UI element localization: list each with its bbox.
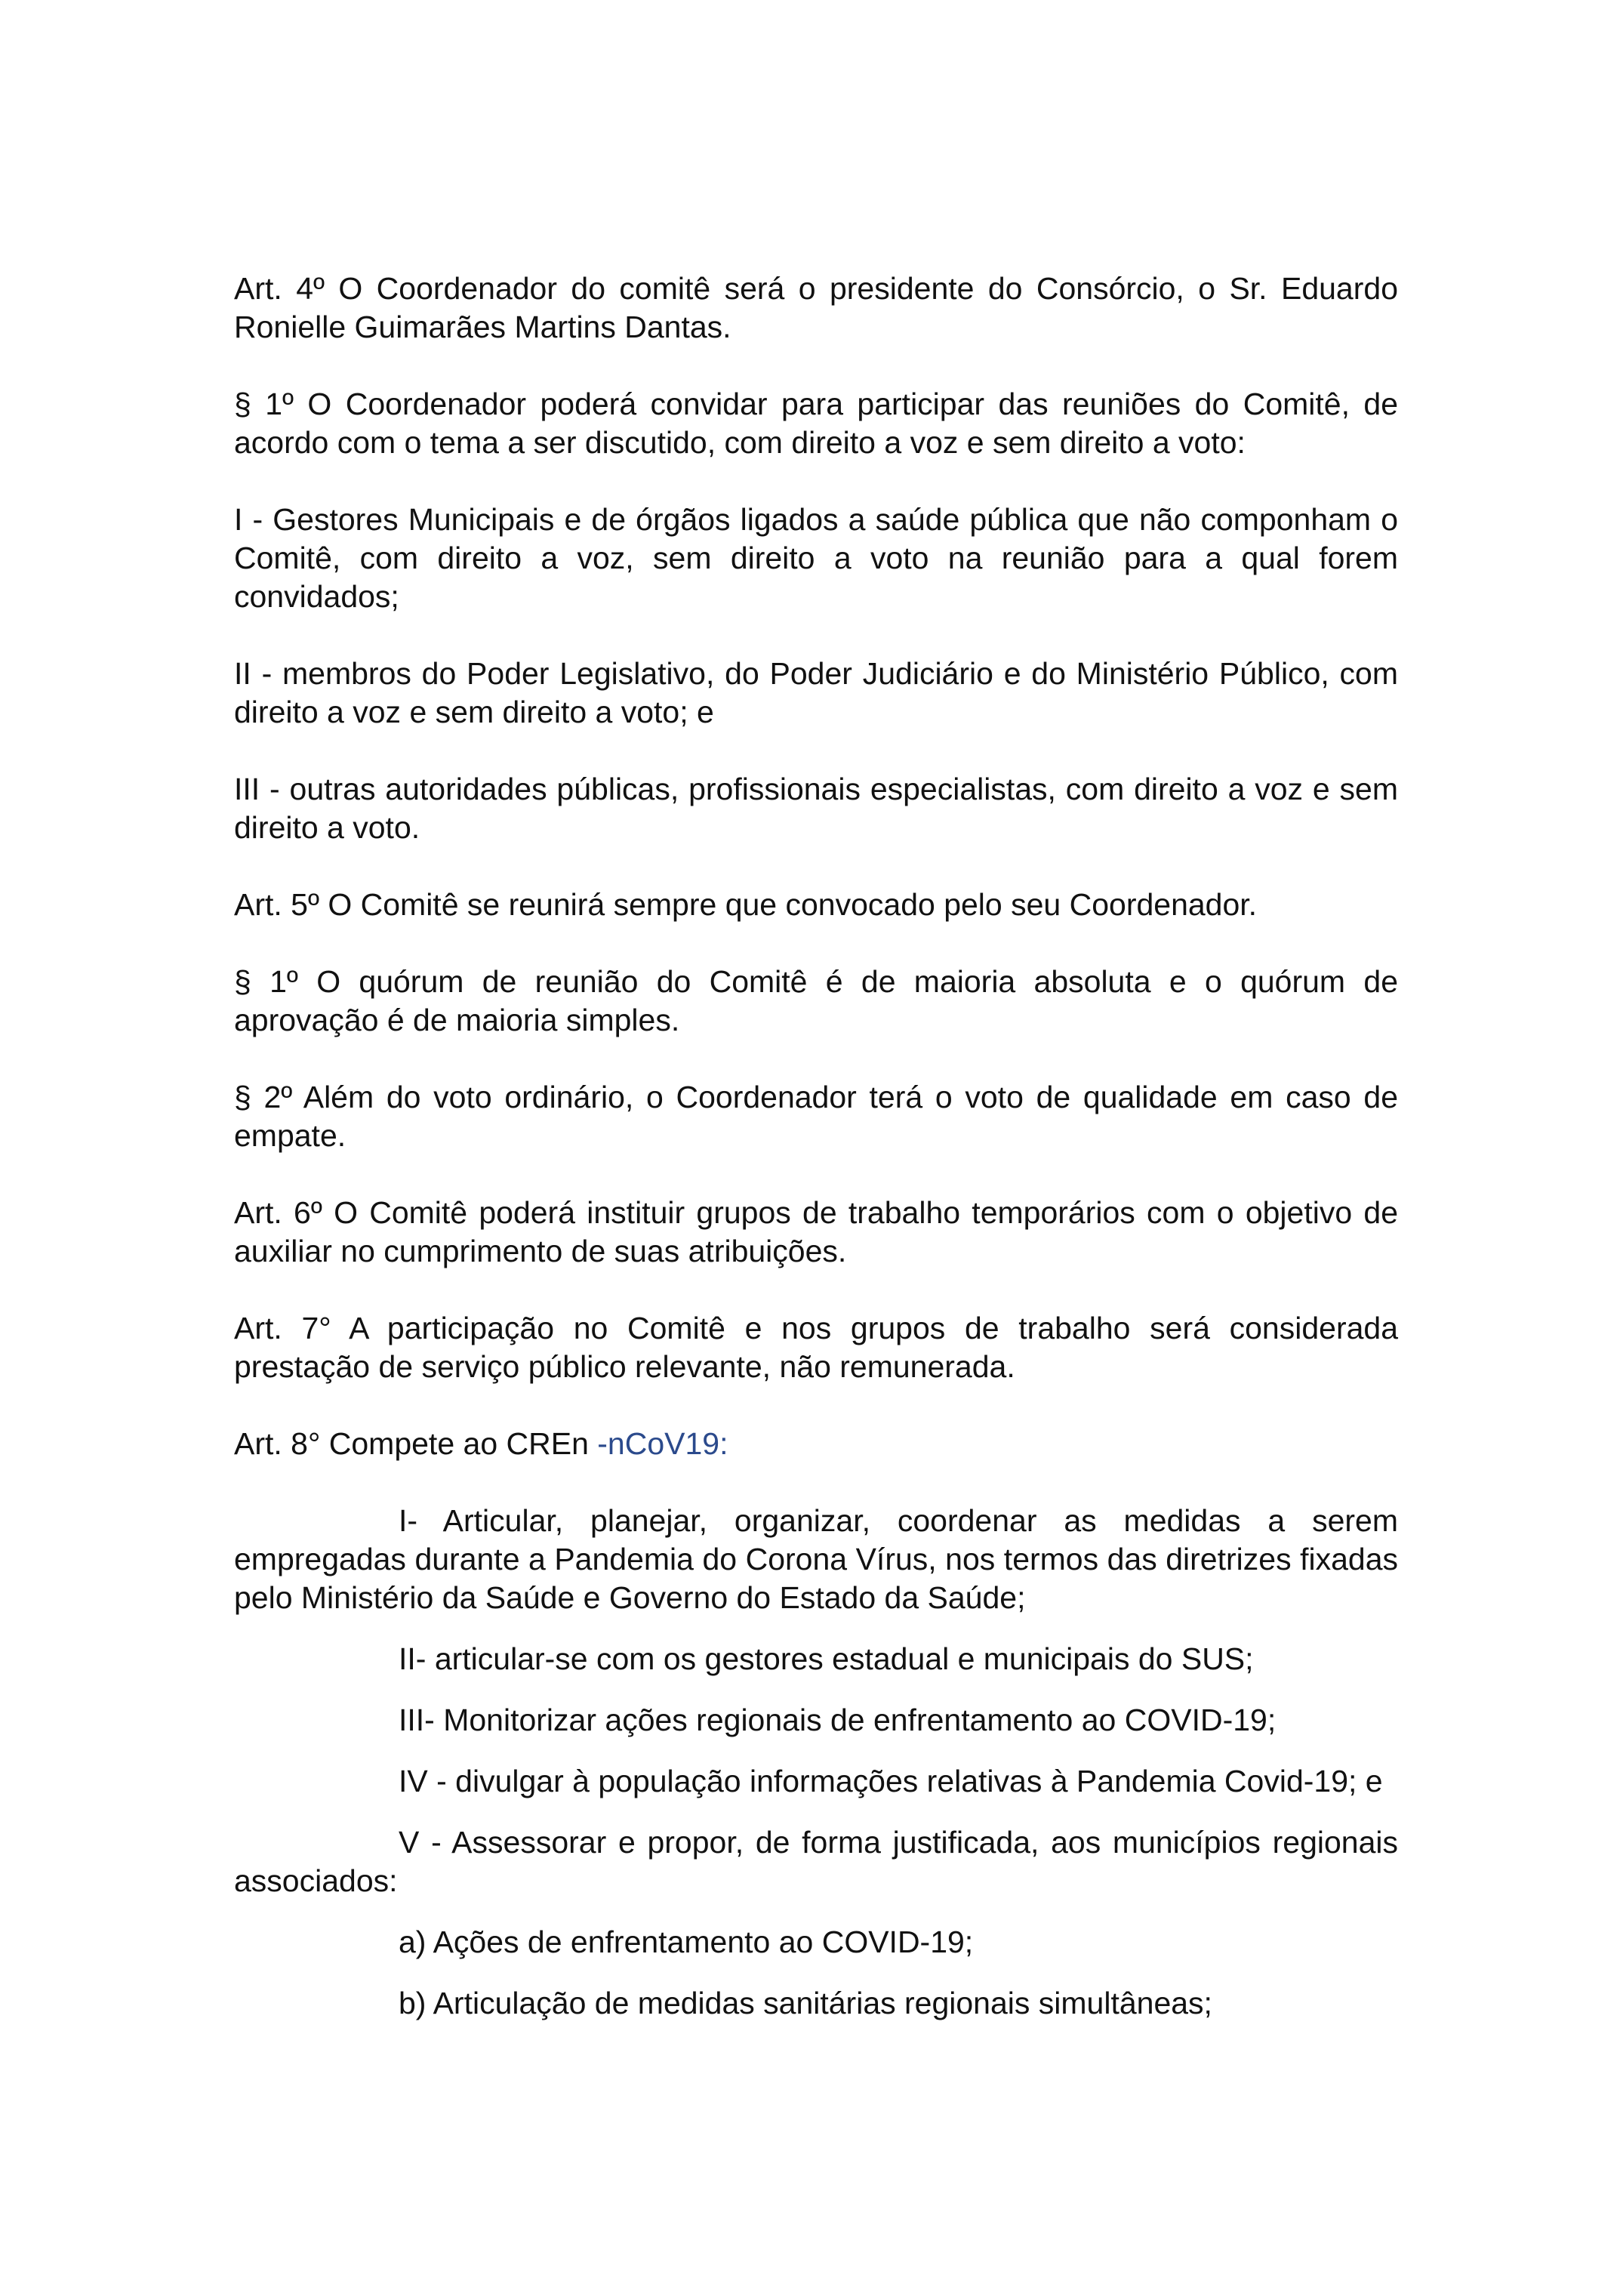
article-8-item-iv: IV - divulgar à população informações relativas à Pandemia Covid-19; e [399,1764,1383,1798]
article-7: Art. 7° A participação no Comitê e nos grupos de trabalho será considerada prestação de serviço público relevante, não remunerada. [234,1311,1398,1384]
article-8-item-v-a: a) Ações de enfrentamento ao COVID-19; [399,1925,974,1959]
article-8 [234,1425,1398,1463]
article-8-item-ii: II- articular-se com os gestores estadual e municipais do SUS; [399,1641,1254,1676]
article-8-item-i: I- Articular, planejar, organizar, coordenar as medidas a serem empregadas durante a Pandemia do Corona Vírus, nos termos das diretrizes fixadas pelo Ministério da Saúde e Governo do Estado da Saúde; [234,1503,1398,1615]
article-5-paragraph-1: § 1º O quórum de reunião do Comitê é de maioria absoluta e o quórum de aprovação é de maioria simples. [234,964,1398,1037]
document-body [234,270,1398,2023]
article-8-item-v-b: b) Articulação de medidas sanitárias regionais simultâneas; [399,1986,1212,2020]
article-4-item-iii: III - outras autoridades públicas, profissionais especialistas, com direito a voz e sem direito a voto. [234,772,1398,845]
article-4-paragraph-1: § 1º O Coordenador poderá convidar para participar das reuniões do Comitê, de acordo com o tema a ser discutido, com direito a voz e sem direito a voto: [234,387,1398,460]
article-5: Art. 5º O Comitê se reunirá sempre que convocado pelo seu Coordenador. [234,887,1258,922]
article-5-paragraph-2: § 2º Além do voto ordinário, o Coordenador terá o voto de qualidade em caso de empate. [234,1080,1398,1153]
article-4: Art. 4º O Coordenador do comitê será o presidente do Consórcio, o Sr. Eduardo Ronielle Guimarães Martins Dantas. [234,271,1398,344]
committee-code: -nCoV19: [597,1426,728,1461]
article-4-item-i: I - Gestores Municipais e de órgãos ligados a saúde pública que não componham o Comitê, com direito a voz, sem direito a voto na reunião para a qual forem convidados; [234,502,1398,614]
article-8-text: Art. 8° Compete ao CREn [234,1426,598,1461]
article-8-item-v: V - Assessorar e propor, de forma justificada, aos municípios regionais associados: [234,1825,1398,1898]
article-4-item-ii: II - membros do Poder Legislativo, do Poder Judiciário e do Ministério Público, com direito a voz e sem direito a voto; e [234,656,1398,729]
article-6: Art. 6º O Comitê poderá instituir grupos de trabalho temporários com o objetivo de auxiliar no cumprimento de suas atribuições. [234,1195,1398,1268]
article-8-item-iii: III- Monitorizar ações regionais de enfrentamento ao COVID-19; [399,1703,1277,1737]
